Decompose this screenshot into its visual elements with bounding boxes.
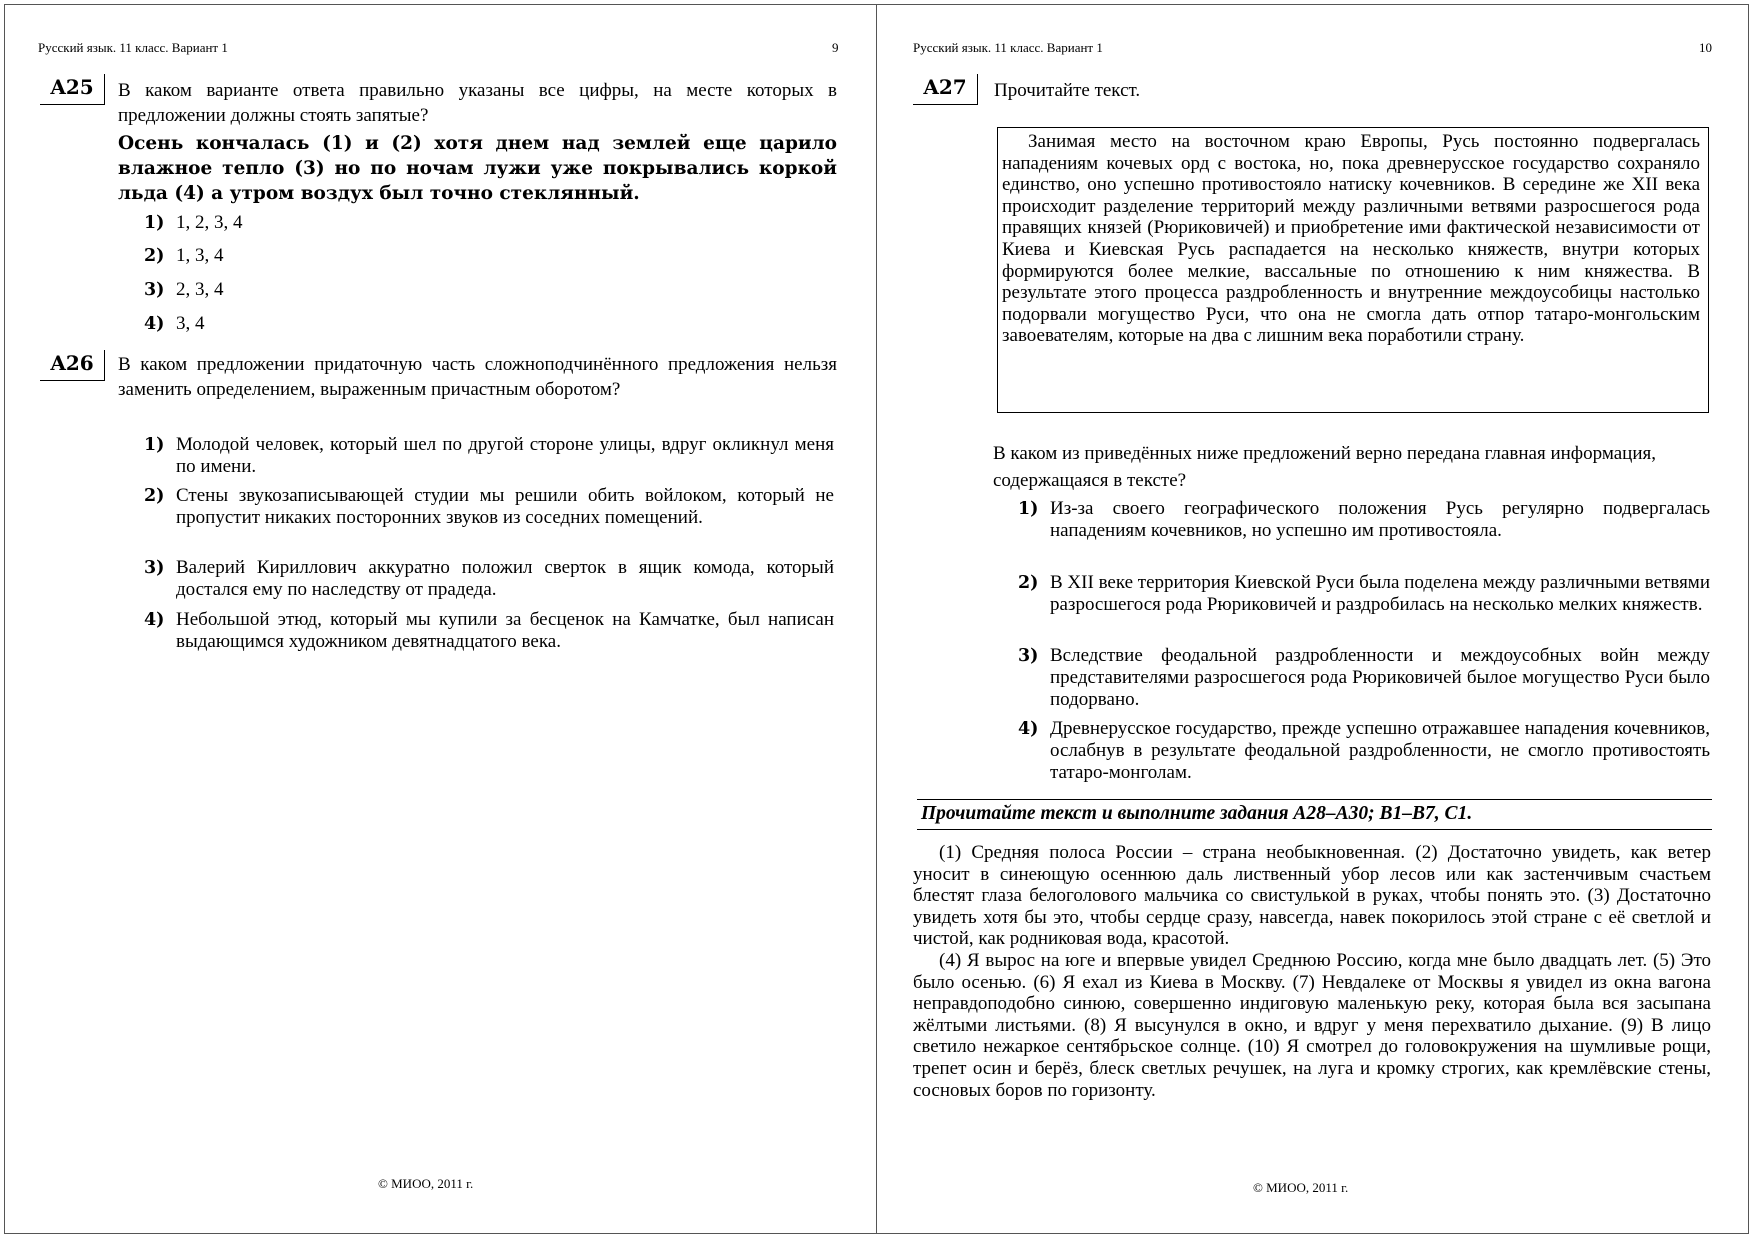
option-number: 3): [1018, 646, 1039, 666]
reading-section-heading: Прочитайте текст и выполните задания А28–А30; В1–В7, С1.: [917, 799, 1712, 830]
a26-option-1[interactable]: [144, 434, 834, 478]
option-text: 3, 4: [176, 313, 205, 334]
a25-question: В каком варианте ответа правильно указаны все цифры, на месте которых в предложении должны стоять запятые?: [118, 80, 837, 126]
a25-sentence: Осень кончалась (1) и (2) хотя днем над землей еще царило влажное тепло (3) но по ночам лужи уже покрывались коркой льда (4) а утром воздух был точно стеклянный.: [118, 133, 837, 204]
option-number: 4): [144, 610, 165, 630]
question-label-a25: A25: [40, 74, 105, 105]
option-text: В XII веке территория Киевской Руси была поделена между различными ветвями разросшегося рода Рюриковичей и раздробилась на несколько мелких княжеств.: [1050, 572, 1710, 615]
a27-option-1[interactable]: [1018, 498, 1710, 542]
option-text: Вследствие феодальной раздробленности и междоусобных войн между представителями разросшегося рода Рюриковичей былое могущество Руси было подорвано.: [1050, 645, 1710, 710]
option-text: Из-за своего географического положения Русь регулярно подвергалась нападениям кочевников, но успешно им противостояла.: [1050, 498, 1710, 541]
a26-option-2[interactable]: [144, 485, 834, 529]
option-number: 2): [1018, 573, 1039, 593]
a25-option-3[interactable]: [144, 279, 744, 301]
a27-option-2[interactable]: [1018, 572, 1710, 616]
right-header-title: Русский язык. 11 класс. Вариант 1: [913, 40, 1103, 55]
right-page-number: 10: [1699, 40, 1712, 55]
option-text: Валерий Кириллович аккуратно положил сверток в ящик комода, который достался ему по наследству от прадеда.: [176, 557, 834, 600]
left-header-title: Русский язык. 11 класс. Вариант 1: [38, 40, 228, 55]
reading-text: [913, 842, 1711, 1101]
a26-option-3[interactable]: [144, 557, 834, 601]
right-footer: © МИОО, 2011 г.: [1253, 1180, 1349, 1195]
a27-instruction: Прочитайте текст.: [994, 80, 1141, 101]
option-number: 1): [1018, 499, 1039, 519]
option-number: 4): [1018, 719, 1039, 739]
option-number: 3): [144, 558, 165, 578]
option-number: 4): [144, 314, 165, 334]
option-number: 2): [144, 486, 165, 506]
a27-option-3[interactable]: [1018, 645, 1710, 711]
right-page: [877, 0, 1754, 1239]
option-number: 2): [144, 246, 165, 266]
option-text: Молодой человек, который шел по другой стороне улицы, вдруг окликнул меня по имени.: [176, 434, 834, 477]
option-text: 2, 3, 4: [176, 279, 224, 300]
option-text: Древнерусское государство, прежде успешно отражавшее нападения кочевников, ослабнув в результате феодальной раздробленности, не смогло противостоять татаро-монголам.: [1050, 718, 1710, 783]
left-footer: © МИОО, 2011 г.: [378, 1176, 474, 1191]
option-text: 1, 2, 3, 4: [176, 212, 243, 233]
left-page-number: 9: [832, 40, 839, 55]
a26-option-4[interactable]: [144, 609, 834, 653]
a26-question: В каком предложении придаточную часть сложноподчинённого предложения нельзя заменить определением, выраженным причастным оборотом?: [118, 354, 837, 400]
option-text: Небольшой этюд, который мы купили за бесценок на Камчатке, был написан выдающимся художником девятнадцатого века.: [176, 609, 834, 652]
option-number: 1): [144, 435, 165, 455]
option-text: Стены звукозаписывающей студии мы решили обить войлоком, который не пропустит никаких посторонних звуков из соседних помещений.: [176, 485, 834, 528]
a25-option-4[interactable]: [144, 313, 744, 335]
option-number: 3): [144, 280, 165, 300]
question-label-a27: A27: [913, 74, 978, 105]
a27-boxed-text: [997, 127, 1709, 413]
a25-option-1[interactable]: [144, 212, 744, 234]
a27-option-4[interactable]: [1018, 718, 1710, 784]
option-number: 1): [144, 213, 165, 233]
a27-question: В каком из приведённых ниже предложений верно передана главная информация, содержащаяся в тексте?: [993, 443, 1656, 491]
boxed-text-content: Занимая место на восточном краю Европы, Русь постоянно подвергалась нападениям кочевых орд с востока, но, пока древнерусское государство сохраняло единство, оно успешно противостояло натиску кочевников. В середине же XII века происходит разделение территорий между различными ветвями разросшегося рода правящих князей (Рюриковичей) и приобретение ими фактической независимости от Киева и Киевская Русь распадается на несколько княжеств, внутри которых формируются более мелкие, вассальные по отношению к ним княжества. В результате этого процесса раздробленность и внутренние междоусобицы настолько подорвали могущество Руси, что она не смогла дать отпор татаро-монгольским завоевателям, которые на два с лишним века поработили страну.: [1002, 131, 1700, 347]
question-label-a26: A26: [40, 350, 105, 381]
option-text: 1, 3, 4: [176, 245, 224, 266]
a25-option-2[interactable]: [144, 245, 744, 267]
reading-paragraph-1: (1) Средняя полоса России – страна необыкновенная. (2) Достаточно увидеть, как ветер уносит в синеющую осеннюю даль лиственный убор лесов или как застенчивым счастьем блестят глаза белоголового мальчика со свистулькой в руках, чтобы понять это. (3) Достаточно увидеть хотя бы это, чтобы сердце сразу, навсегда, навек покорилось этой стране с её светлой и чистой, как родниковая вода, красотой.: [913, 842, 1711, 950]
reading-paragraph-2: (4) Я вырос на юге и впервые увидел Среднюю Россию, когда мне было двадцать лет. (5) Это было осенью. (6) Я ехал из Киева в Москву. (7) Невдалеке от Москвы я увидел из окна вагона неправдоподобно синюю, совершенно индиговую маленькую реку, которая была вся засыпана жёлтыми листьями. (8) Я высунулся в окно, и вдруг у меня перехватило дыхание. (9) В лицо светило нежаркое сентябрьское солнце. (10) Я смотрел до головокружения на шумливые рощи, трепет осин и берёз, блеск светлых речушек, на луга и кромку строгих, как кремлёвские стены, сосновых боров по горизонту.: [913, 949, 1711, 1101]
